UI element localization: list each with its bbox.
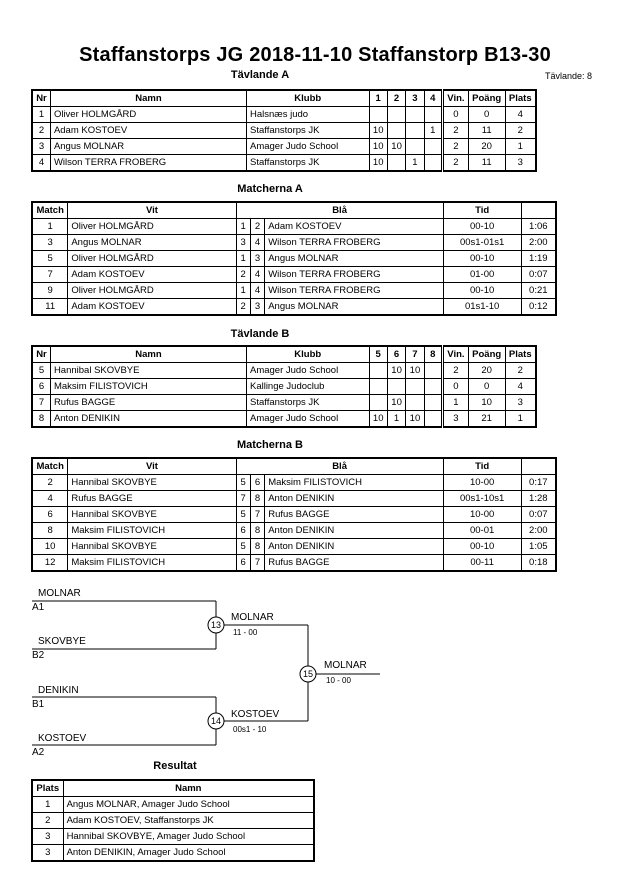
table-cell: 00-10	[443, 251, 521, 267]
table-cell: Adam KOSTOEV, Staffanstorps JK	[63, 813, 314, 829]
table-cell	[424, 155, 442, 172]
table-cell: Rufus BAGGE	[50, 395, 246, 411]
column-header: Plats	[505, 90, 536, 107]
table-cell	[369, 395, 387, 411]
pool-b-heading: Tävlande B	[230, 328, 290, 340]
column-header: Poäng	[468, 90, 505, 107]
table-cell: 1	[505, 411, 536, 428]
table-row	[32, 555, 556, 572]
table-row	[32, 251, 556, 267]
table-cell: 2	[32, 123, 50, 139]
table-cell: 21	[468, 411, 505, 428]
table-cell	[424, 379, 442, 395]
table-cell	[424, 107, 442, 123]
table-row	[32, 829, 314, 845]
column-header: 5	[369, 346, 387, 363]
table-cell: 00-01	[443, 523, 521, 539]
table-cell: 1	[32, 797, 63, 813]
column-header: 2	[387, 90, 405, 107]
column-header: Nr	[32, 90, 50, 107]
table-cell: 3	[236, 235, 250, 251]
table-cell: 5	[32, 251, 68, 267]
table-cell: 3	[250, 251, 264, 267]
table-cell: 10	[369, 123, 387, 139]
table-cell: Anton DENIKIN, Amager Judo School	[63, 845, 314, 862]
table-cell: 7	[250, 555, 264, 572]
column-header: Blå	[236, 458, 443, 475]
table-cell: 5	[32, 363, 50, 379]
table-cell: 1	[236, 283, 250, 299]
table-cell: Angus MOLNAR	[265, 299, 443, 316]
matches-b-table	[31, 457, 557, 572]
table-cell: Anton DENIKIN	[265, 491, 443, 507]
table-cell: Amager Judo School	[246, 139, 369, 155]
table-cell: 10	[406, 411, 424, 428]
column-header: 1	[369, 90, 387, 107]
bracket-seed-2: B2	[32, 650, 45, 661]
table-cell: 20	[468, 139, 505, 155]
bracket-seed-3: B1	[32, 699, 45, 710]
column-header: Blå	[236, 202, 443, 219]
table-cell	[369, 379, 387, 395]
table-cell: 4	[250, 267, 264, 283]
table-cell	[406, 395, 424, 411]
table-cell: 11	[468, 123, 505, 139]
table-cell: 10-00	[443, 507, 521, 523]
competitor-count: Tävlande: 8	[545, 71, 593, 81]
table-row	[32, 267, 556, 283]
column-header: Vin.	[443, 90, 469, 107]
table-cell: Angus MOLNAR	[50, 139, 246, 155]
table-row	[32, 299, 556, 316]
table-cell: 7	[236, 491, 250, 507]
table-cell: 7	[32, 395, 50, 411]
table-cell: 3	[32, 845, 63, 862]
table-cell	[424, 139, 442, 155]
table-cell: 2	[443, 123, 469, 139]
table-cell: Adam KOSTOEV	[50, 123, 246, 139]
table-cell: Adam KOSTOEV	[68, 299, 236, 316]
table-cell: Anton DENIKIN	[265, 523, 443, 539]
table-cell	[406, 123, 424, 139]
table-cell: 0:07	[521, 267, 556, 283]
bracket-player-4: KOSTOEV	[38, 733, 87, 744]
column-header: Plats	[505, 346, 536, 363]
table-cell: Anton DENIKIN	[50, 411, 246, 428]
table-cell: 0	[443, 107, 469, 123]
table-cell: 00-11	[443, 555, 521, 572]
table-cell: 1:19	[521, 251, 556, 267]
table-cell: 2	[236, 267, 250, 283]
table-cell: Oliver HOLMGÅRD	[68, 251, 236, 267]
table-cell: Oliver HOLMGÅRD	[68, 283, 236, 299]
match-15-number: 15	[302, 669, 313, 679]
table-cell	[387, 379, 405, 395]
table-cell: 1	[505, 139, 536, 155]
table-row	[32, 507, 556, 523]
table-cell: 6	[250, 475, 264, 491]
table-cell: Oliver HOLMGÅRD	[68, 219, 236, 235]
header-row	[32, 202, 556, 219]
table-cell: 1:28	[521, 491, 556, 507]
column-header: Plats	[32, 780, 63, 797]
table-cell	[424, 395, 442, 411]
results-table	[31, 779, 315, 862]
match-14-number: 14	[210, 716, 221, 726]
table-cell: 0	[468, 379, 505, 395]
column-header: Match	[32, 458, 68, 475]
column-header: Nr	[32, 346, 50, 363]
column-header: Klubb	[246, 346, 369, 363]
table-cell: 00-10	[443, 283, 521, 299]
table-row	[32, 235, 556, 251]
table-cell: 2	[250, 219, 264, 235]
table-cell: 10	[468, 395, 505, 411]
table-cell: 10-00	[443, 475, 521, 491]
table-cell: 0:12	[521, 299, 556, 316]
column-header: 7	[406, 346, 424, 363]
header-row	[32, 346, 536, 363]
table-cell: 4	[250, 235, 264, 251]
table-cell: 3	[443, 411, 469, 428]
header-row	[32, 90, 536, 107]
table-cell: Adam KOSTOEV	[68, 267, 236, 283]
column-header: Match	[32, 202, 68, 219]
table-cell: Angus MOLNAR, Amager Judo School	[63, 797, 314, 813]
table-cell: 10	[369, 411, 387, 428]
table-row	[32, 363, 536, 379]
table-cell: Hannibal SKOVBYE	[68, 507, 236, 523]
table-cell: Hannibal SKOVBYE	[50, 363, 246, 379]
table-cell: 10	[387, 363, 405, 379]
table-row	[32, 475, 556, 491]
bracket-player-3: DENIKIN	[38, 685, 79, 696]
table-cell: Halsnæs judo	[246, 107, 369, 123]
table-cell: 8	[250, 491, 264, 507]
table-cell: Hannibal SKOVBYE, Amager Judo School	[63, 829, 314, 845]
table-cell: 0	[468, 107, 505, 123]
table-cell	[406, 107, 424, 123]
table-cell: 4	[505, 379, 536, 395]
column-header: Vit	[68, 458, 236, 475]
table-cell: 12	[32, 555, 68, 572]
table-cell: 6	[32, 379, 50, 395]
table-cell: Oliver HOLMGÅRD	[50, 107, 246, 123]
table-cell: 10	[406, 363, 424, 379]
pool-a-heading: Tävlande A	[230, 69, 290, 81]
table-cell: 3	[32, 235, 68, 251]
table-cell: 4	[32, 155, 50, 172]
table-cell: 2	[443, 139, 469, 155]
table-cell: 11	[32, 299, 68, 316]
table-row	[32, 539, 556, 555]
table-cell: 1	[387, 411, 405, 428]
bracket-seed-4: A2	[32, 747, 45, 758]
table-cell: 1	[32, 107, 50, 123]
table-cell: 2	[236, 299, 250, 316]
table-cell: Wilson TERRA FROBERG	[265, 235, 443, 251]
match-14-winner: KOSTOEV	[231, 709, 280, 720]
table-cell: 3	[32, 829, 63, 845]
table-cell: 7	[32, 267, 68, 283]
table-row	[32, 123, 536, 139]
table-cell: Maksim FILISTOVICH	[50, 379, 246, 395]
column-header: 6	[387, 346, 405, 363]
table-cell: Adam KOSTOEV	[265, 219, 443, 235]
table-cell: 6	[236, 555, 250, 572]
table-cell: Staffanstorps JK	[246, 123, 369, 139]
table-cell: 1	[443, 395, 469, 411]
table-cell: 2	[505, 123, 536, 139]
table-cell	[387, 107, 405, 123]
table-cell	[406, 139, 424, 155]
table-cell: 10	[32, 539, 68, 555]
column-header: Poäng	[468, 346, 505, 363]
table-row	[32, 219, 556, 235]
table-cell: 4	[505, 107, 536, 123]
column-header: 8	[424, 346, 442, 363]
table-row	[32, 845, 314, 862]
match-14-score: 00s1 - 10	[233, 725, 267, 734]
table-cell: Staffanstorps JK	[246, 155, 369, 172]
bracket-player-2: SKOVBYE	[38, 636, 86, 647]
table-cell	[406, 379, 424, 395]
table-cell: 20	[468, 363, 505, 379]
table-cell: Wilson TERRA FROBERG	[265, 267, 443, 283]
table-cell: 01-00	[443, 267, 521, 283]
column-header: Namn	[50, 90, 246, 107]
table-row	[32, 155, 536, 172]
table-cell: 1	[236, 251, 250, 267]
table-row	[32, 813, 314, 829]
match-15-winner: MOLNAR	[324, 660, 367, 671]
table-cell: Rufus BAGGE	[68, 491, 236, 507]
table-cell: 2:00	[521, 523, 556, 539]
column-header: Namn	[50, 346, 246, 363]
table-cell: 3	[505, 155, 536, 172]
table-cell: 00s1-01s1	[443, 235, 521, 251]
table-cell	[369, 107, 387, 123]
table-cell: 6	[236, 523, 250, 539]
table-cell: 2	[443, 155, 469, 172]
matches-a-table	[31, 201, 557, 316]
table-cell: Amager Judo School	[246, 411, 369, 428]
table-cell: 2	[32, 813, 63, 829]
table-cell: 10	[369, 155, 387, 172]
table-row	[32, 523, 556, 539]
table-row	[32, 283, 556, 299]
table-cell	[424, 363, 442, 379]
table-row	[32, 107, 536, 123]
table-cell: 9	[32, 283, 68, 299]
table-row	[32, 797, 314, 813]
table-cell: 1:05	[521, 539, 556, 555]
table-cell: Angus MOLNAR	[265, 251, 443, 267]
table-cell: 01s1-10	[443, 299, 521, 316]
table-cell: 3	[32, 139, 50, 155]
table-cell: 1	[406, 155, 424, 172]
table-cell: Maksim FILISTOVICH	[68, 523, 236, 539]
header-row	[32, 780, 314, 797]
column-header: Namn	[63, 780, 314, 797]
bracket-seed-1: A1	[32, 602, 45, 613]
match-15-score: 10 - 00	[326, 676, 351, 685]
table-cell: 8	[250, 523, 264, 539]
table-cell: Wilson TERRA FROBERG	[50, 155, 246, 172]
table-cell: 0:21	[521, 283, 556, 299]
table-cell: 10	[387, 395, 405, 411]
column-header: 4	[424, 90, 442, 107]
table-cell: 0	[443, 379, 469, 395]
table-cell: 10	[369, 139, 387, 155]
table-cell: 11	[468, 155, 505, 172]
table-cell: 0:17	[521, 475, 556, 491]
table-row	[32, 411, 536, 428]
table-cell: 1	[236, 219, 250, 235]
table-cell	[369, 363, 387, 379]
table-cell: 2:00	[521, 235, 556, 251]
table-cell: Maksim FILISTOVICH	[68, 555, 236, 572]
column-header: Tid	[443, 202, 521, 219]
column-header: Klubb	[246, 90, 369, 107]
pool-a-table	[31, 89, 537, 172]
table-row	[32, 379, 536, 395]
table-cell: 1:06	[521, 219, 556, 235]
table-cell: 5	[236, 475, 250, 491]
bracket-player-1: MOLNAR	[38, 588, 81, 599]
table-cell: 4	[32, 491, 68, 507]
table-cell: Staffanstorps JK	[246, 395, 369, 411]
table-cell: 00-10	[443, 219, 521, 235]
table-cell: 5	[236, 507, 250, 523]
page-title: Staffanstorps JG 2018-11-10 Staffanstorp B13-30	[79, 44, 551, 66]
table-cell: 4	[250, 283, 264, 299]
table-cell: Rufus BAGGE	[265, 507, 443, 523]
table-cell: 7	[250, 507, 264, 523]
matches-b-heading: Matcherna B	[236, 439, 304, 451]
match-13-winner: MOLNAR	[231, 612, 274, 623]
table-cell: Hannibal SKOVBYE	[68, 475, 236, 491]
table-cell: 8	[250, 539, 264, 555]
table-cell: Rufus BAGGE	[265, 555, 443, 572]
column-header: 3	[406, 90, 424, 107]
table-cell: Amager Judo School	[246, 363, 369, 379]
table-cell: 3	[250, 299, 264, 316]
table-cell	[387, 123, 405, 139]
column-header: Tid	[443, 458, 521, 475]
table-cell: 8	[32, 523, 68, 539]
table-cell: Anton DENIKIN	[265, 539, 443, 555]
results-heading: Resultat	[153, 760, 197, 772]
table-cell: 8	[32, 411, 50, 428]
table-cell: Kallinge Judoclub	[246, 379, 369, 395]
table-cell: 0:18	[521, 555, 556, 572]
table-cell: 1	[424, 123, 442, 139]
table-cell: 10	[387, 139, 405, 155]
column-header: Vin.	[443, 346, 469, 363]
table-cell: 6	[32, 507, 68, 523]
table-cell: Wilson TERRA FROBERG	[265, 283, 443, 299]
table-row	[32, 395, 536, 411]
table-row	[32, 491, 556, 507]
header-row	[32, 458, 556, 475]
table-cell	[424, 411, 442, 428]
match-13-number: 13	[210, 620, 221, 630]
pool-b-table	[31, 345, 537, 428]
table-cell: Maksim FILISTOVICH	[265, 475, 443, 491]
table-cell: 5	[236, 539, 250, 555]
table-cell: 1	[32, 219, 68, 235]
matches-a-heading: Matcherna A	[237, 183, 303, 195]
table-cell: 2	[443, 363, 469, 379]
table-row	[32, 139, 536, 155]
table-cell: 0:07	[521, 507, 556, 523]
column-header: Vit	[68, 202, 236, 219]
table-cell: Hannibal SKOVBYE	[68, 539, 236, 555]
table-cell	[387, 155, 405, 172]
table-cell: 2	[32, 475, 68, 491]
table-cell: 00-10	[443, 539, 521, 555]
table-cell: 00s1-10s1	[443, 491, 521, 507]
table-cell: Angus MOLNAR	[68, 235, 236, 251]
table-cell: 2	[505, 363, 536, 379]
match-13-score: 11 - 00	[233, 628, 258, 637]
table-cell: 3	[505, 395, 536, 411]
